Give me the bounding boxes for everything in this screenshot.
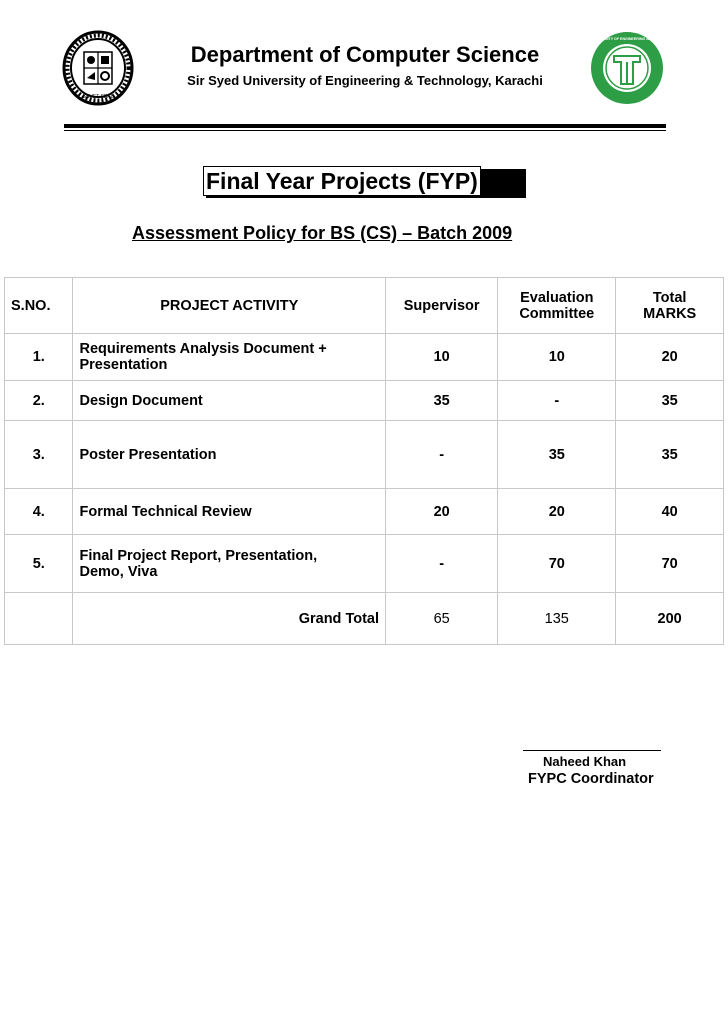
university-seal-logo — [62, 30, 134, 106]
header-total-line1: Total — [652, 289, 687, 306]
row-activity-line2: Presentation — [79, 357, 168, 373]
row-activity-line1: Final Project Report, Presentation, — [79, 547, 318, 564]
row-sno: 4. — [5, 489, 73, 535]
header-rule-thin — [64, 130, 666, 131]
row-evaluation: 35 — [498, 421, 616, 489]
row-total: 35 — [616, 381, 724, 421]
header-activity: PROJECT ACTIVITY — [73, 278, 386, 334]
row-total: 35 — [616, 421, 724, 489]
table-row — [5, 489, 724, 535]
grand-total-evaluation: 135 — [498, 593, 616, 645]
row-sno: 2. — [5, 381, 73, 421]
grand-total-marks: 200 — [616, 593, 724, 645]
right-logo-text: SIR SYED UNIVERSITY OF ENGINEERING AND TECHNOLOGY — [573, 37, 681, 41]
header-evaluation-line2: Committee — [519, 305, 595, 322]
assessment-table — [4, 277, 724, 645]
signatory-role: FYPC Coordinator — [528, 771, 654, 787]
table-header-row — [5, 278, 724, 334]
grand-total-sno-cell — [5, 593, 73, 645]
row-activity — [73, 334, 386, 381]
row-supervisor: 35 — [386, 381, 498, 421]
header-sno: S.NO. — [5, 278, 73, 334]
document-title: Final Year Projects (FYP) — [203, 166, 481, 196]
row-evaluation: - — [498, 381, 616, 421]
row-activity-line1: Requirements Analysis Document + — [79, 341, 327, 357]
row-sno: 3. — [5, 421, 73, 489]
signature-line — [523, 750, 661, 751]
row-total: 40 — [616, 489, 724, 535]
row-activity: Formal Technical Review — [73, 489, 386, 535]
grand-total-row — [5, 593, 724, 645]
left-seal-text: SSUET SEAL — [82, 94, 114, 100]
row-evaluation: 20 — [498, 489, 616, 535]
signatory-name: Naheed Khan — [543, 754, 627, 769]
row-activity: Design Document — [73, 381, 386, 421]
row-supervisor: 20 — [386, 489, 498, 535]
row-supervisor: - — [386, 535, 498, 593]
header-supervisor: Supervisor — [386, 278, 498, 334]
table-row — [5, 535, 724, 593]
row-evaluation: 10 — [498, 334, 616, 381]
grand-total-label: Grand Total — [73, 593, 386, 645]
table-row — [5, 421, 724, 489]
row-activity — [73, 535, 386, 593]
table-row — [5, 334, 724, 381]
row-sno: 5. — [5, 535, 73, 593]
grand-total-supervisor: 65 — [386, 593, 498, 645]
header-total-line2: MARKS — [643, 305, 697, 322]
header-evaluation-line1: Evaluation — [520, 289, 594, 306]
row-total: 70 — [616, 535, 724, 593]
header-evaluation — [498, 278, 616, 334]
table-row — [5, 381, 724, 421]
row-supervisor: - — [386, 421, 498, 489]
header-rule-thick — [64, 124, 666, 128]
row-total: 20 — [616, 334, 724, 381]
policy-heading: Assessment Policy for BS (CS) – Batch 2009 — [132, 223, 513, 243]
department-title: Department of Computer Science — [190, 42, 540, 67]
row-sno: 1. — [5, 334, 73, 381]
row-supervisor: 10 — [386, 334, 498, 381]
row-activity: Poster Presentation — [73, 421, 386, 489]
row-activity-line2: Demo, Viva — [79, 563, 158, 580]
university-green-logo — [573, 30, 681, 106]
header-total — [616, 278, 724, 334]
university-name: Sir Syed University of Engineering & Technology, Karachi — [187, 73, 543, 88]
row-evaluation: 70 — [498, 535, 616, 593]
